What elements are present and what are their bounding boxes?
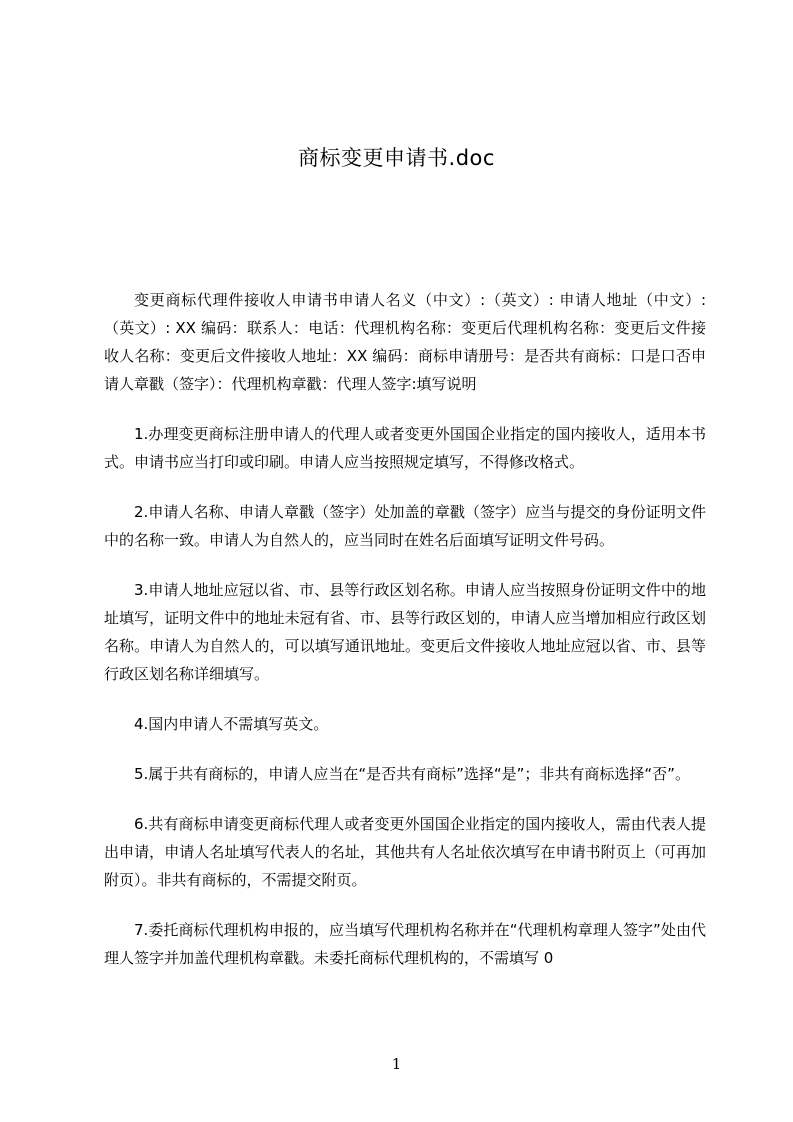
instruction-item-6: 6.共有商标申请变更商标代理人或者变更外国国企业指定的国内接收人，需由代表人提出申请，申请人名址填写代表人的名址，其他共有人名址依次填写在申请书附页上（可再加附页）。非共有商标的，不需提交附页。 xyxy=(104,815,706,889)
document-title: 商标变更申请书.doc xyxy=(298,146,495,170)
intro-paragraph: 变更商标代理件接收人申请书申请人名义（中文）:（英文）: 申请人地址（中文）:（英文）: XX 编码：联系人：电话：代理机构名称：变更后代理机构名称：变更后文件接收人名称：变更后文件接收人地址：XX 编码：商标申请册号：是否共有商标：口是口否申请人章戳（签字）：代理机构章戳：代理人签字:填写说明 xyxy=(104,291,706,393)
document-body xyxy=(104,286,706,994)
instruction-item-1: 1.办理变更商标注册申请人的代理人或者变更外国国企业指定的国内接收人，适用本书式。申请书应当打印或印刷。申请人应当按照规定填写，不得修改格式。 xyxy=(104,425,706,471)
instruction-item-2: 2.申请人名称、申请人章戳（签字）处加盖的章戳（签字）应当与提交的身份证明文件中的名称一致。申请人为自然人的，应当同时在姓名后面填写证明文件号码。 xyxy=(104,503,706,549)
instruction-item-3: 3.申请人地址应冠以省、市、县等行政区划名称。申请人应当按照身份证明文件中的地址填写，证明文件中的地址未冠有省、市、县等行政区划的，申请人应当增加相应行政区划名称。申请人为自然人的，可以填写通讯地址。变更后文件接收人地址应冠以省、市、县等行政区划名称详细填写。 xyxy=(104,581,706,683)
instruction-item-4: 4.国内申请人不需填写英文。 xyxy=(134,715,329,733)
instruction-item-5: 5.属于共有商标的，申请人应当在“是否共有商标”选择“是”；非共有商标选择“否”。 xyxy=(134,765,690,783)
page-number: 1 xyxy=(391,1055,402,1073)
instruction-item-7: 7.委托商标代理机构申报的，应当填写代理机构名称并在“代理机构章理人签字”处由代理人签字并加盖代理机构章戳。未委托商标代理机构的，不需填写 0 xyxy=(104,921,706,967)
